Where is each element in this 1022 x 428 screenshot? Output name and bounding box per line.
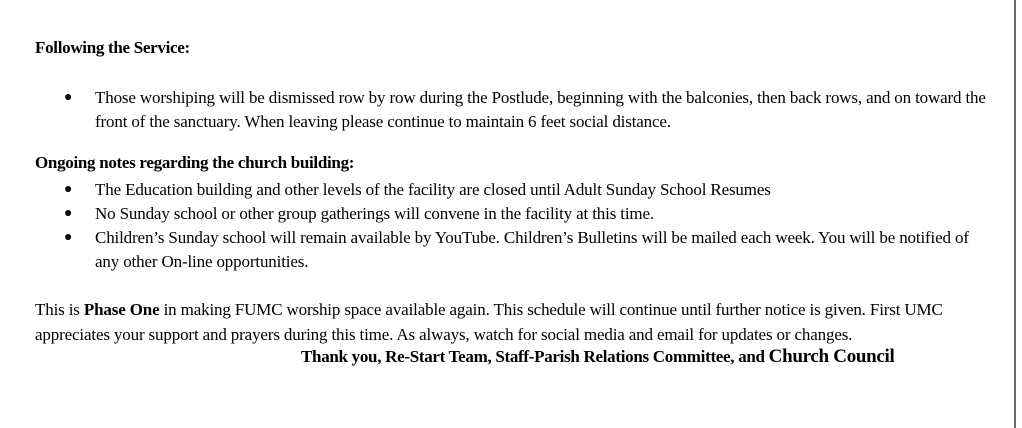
list-item <box>0 178 990 202</box>
bullet-icon: ● <box>64 230 73 245</box>
bullet-icon: ● <box>64 90 73 105</box>
list-item <box>0 226 990 274</box>
bullet-icon: ● <box>64 206 73 221</box>
following-bullet-list <box>0 86 1000 134</box>
ongoing-bullet-list <box>0 178 1000 274</box>
bullet-icon: ● <box>64 182 73 197</box>
closing-paragraph <box>35 297 985 347</box>
closing-body: in making FUMC worship space available again. This schedule will continue until further notice is given. First UMC appreciates your support and prayers during this time. As always, watch for social media and email for updates or changes. <box>35 300 943 344</box>
list-item-text: The Education building and other levels of the facility are closed until Adult Sunday School Resumes <box>95 180 771 199</box>
page-edge-divider <box>1014 0 1016 428</box>
section-heading-following: Following the Service: <box>35 38 190 57</box>
phase-one-emphasis: Phase One <box>83 300 160 319</box>
list-item-text: Those worshiping will be dismissed row by row during the Postlude, beginning with the balconies, then back rows, and on toward the front of the sanctuary. When leaving please continue to maintain 6 feet social distance. <box>95 88 986 131</box>
closing-lead: This is <box>35 300 84 319</box>
section-heading-ongoing: Ongoing notes regarding the church building: <box>35 153 355 172</box>
list-item <box>0 202 990 226</box>
list-item-text: No Sunday school or other group gatherings will convene in the facility at this time. <box>95 204 654 223</box>
list-item-text: Children’s Sunday school will remain available by YouTube. Children’s Bulletins will be mailed each week. You will be notified of any other On-line opportunities. <box>95 228 969 271</box>
signoff-text: Thank you, Re-Start Team, Staff-Parish Relations Committee, and <box>301 347 769 366</box>
church-council-text: Church Council <box>768 346 895 367</box>
list-item <box>0 86 990 134</box>
signoff-line <box>301 344 895 369</box>
